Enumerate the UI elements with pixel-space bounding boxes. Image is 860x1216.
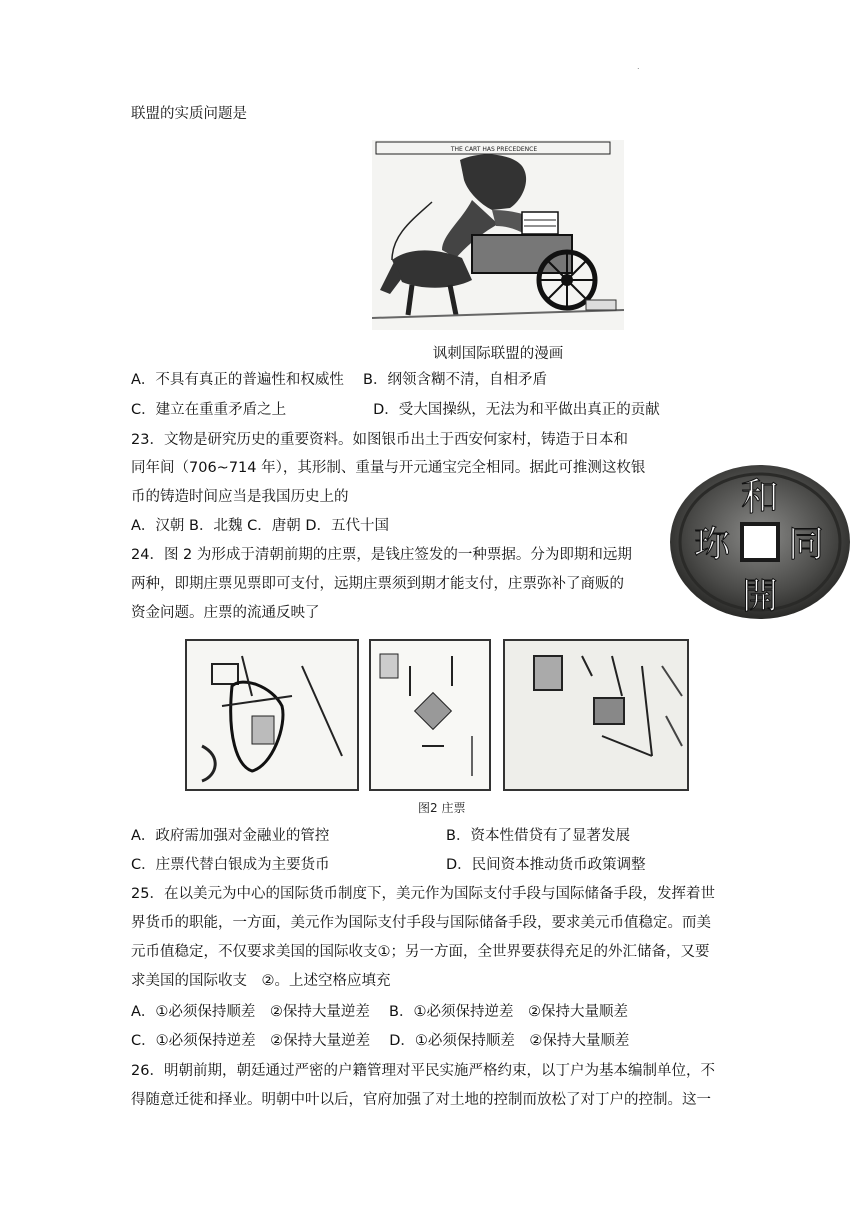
question-26-line: 26．明朝前期，朝廷通过严密的户籍管理对平民实施严格约束，以丁户为基本编制单位，不 (131, 1063, 715, 1079)
cartoon-banner: THE CART HAS PRECEDENCE (450, 146, 538, 153)
question-25-line: 求美国的国际收支 ②。上述空格应填充 (131, 973, 391, 989)
question-23-line: 同年间（706~714 年），其形制、重量与开元通宝完全相同。据此可推测这枚银 (131, 460, 646, 476)
question-26-line: 得随意迁徙和择业。明朝中叶以后，官府加强了对土地的控制而放松了对丁户的控制。这一 (131, 1092, 711, 1108)
cartoon-caption: 讽刺国际联盟的漫画 (432, 346, 564, 362)
question-23-line: 币的铸造时间应当是我国历史上的 (131, 489, 349, 505)
question-25-line: 界货币的职能，一方面，美元作为国际支付手段与国际储备手段，要求美元币值稳定。而美 (131, 915, 711, 931)
option-line: C．建立在重重矛盾之上 D．受大国操纵，无法为和平做出真正的贡献 (131, 402, 660, 418)
question-23-line: 23．文物是研究历史的重要资料。如图银币出土于西安何家村，铸造于日本和 (131, 432, 628, 448)
question-24-option: B．资本性借贷有了显著发展 (446, 828, 630, 844)
question-24-line: 24．图 2 为形成于清朝前期的庄票，是钱庄签发的一种票据。分为即期和远期 (131, 547, 632, 563)
page-mark: . (637, 62, 640, 71)
question-25-options: A．①必须保持顺差 ②保持大量逆差 B．①必须保持逆差 ②保持大量顺差 (131, 1004, 628, 1020)
coin-char-left: 珎 (693, 524, 731, 565)
coin-char-right: 同 (787, 524, 825, 565)
question-25-line: 元币值稳定，不仅要求美国的国际收支①；另一方面，全世界要获得充足的外汇储备，又要 (131, 944, 710, 960)
question-24-option: A．政府需加强对金融业的管控 (131, 828, 330, 844)
question-23-options: A．汉朝 B．北魏 C．唐朝 D．五代十国 (131, 518, 389, 534)
zhuangpiao-figure (182, 636, 692, 820)
option-line: A．不具有真正的普遍性和权威性 B．纲领含糊不清，自相矛盾 (131, 372, 547, 388)
coin-char-top: 和 (740, 475, 780, 519)
question-25-line: 25．在以美元为中心的国际货币制度下，美元作为国际支付手段与国际储备手段，发挥着世 (131, 886, 715, 902)
question-25-options: C．①必须保持逆差 ②保持大量逆差 D．①必须保持顺差 ②保持大量顺差 (131, 1033, 630, 1049)
league-cartoon (372, 140, 624, 330)
notes-caption: 图2 庄票 (418, 801, 466, 815)
question-24-option: C．庄票代替白银成为主要货币 (131, 857, 330, 873)
silver-coin-image (668, 462, 852, 620)
coin-char-bottom: 開 (741, 576, 779, 617)
question-24-line: 两种，即期庄票见票即可支付，远期庄票须到期才能支付，庄票弥补了商贩的 (131, 576, 624, 592)
question-24-option: D．民间资本推动货币政策调整 (446, 857, 646, 873)
question-24-line: 资金问题。庄票的流通反映了 (131, 605, 320, 621)
question-stem-line: 联盟的实质问题是 (131, 106, 247, 122)
